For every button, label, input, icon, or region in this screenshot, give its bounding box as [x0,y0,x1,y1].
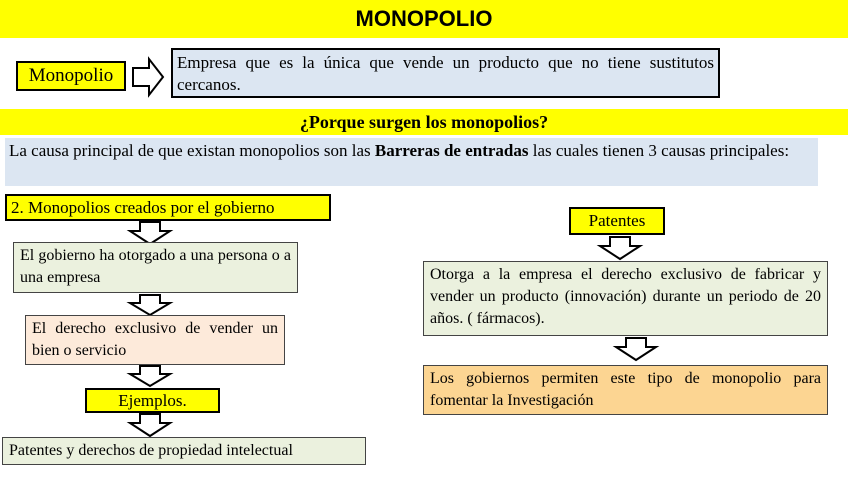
right-box-1 [423,261,828,336]
left-box-2-text: El derecho exclusivo de vender un bien o servicio [32,320,278,359]
left-box-2 [25,315,285,365]
left-box-1-text: El gobierno ha otorgado a una persona o a una empresa [20,247,291,286]
right-heading [569,207,665,235]
cause-paragraph [5,138,818,186]
left-box-1 [13,242,298,293]
left-arrow-down-icon-4 [128,413,172,437]
cause-text-after: las cuales tienen 3 causas principales: [528,141,790,160]
examples-label [85,388,220,413]
right-arrow-down-icon-2 [614,337,658,361]
page-title-text: MONOPOLIO [355,6,493,31]
right-box-2 [423,365,828,415]
left-arrow-down-icon-2 [128,294,172,316]
left-heading [5,194,331,221]
left-heading-text: 2. Monopolios creados por el gobierno [11,197,275,217]
left-arrow-down-icon-3 [128,365,172,387]
definition-label-text: Monopolio [28,65,114,86]
definition-label [16,61,126,91]
question-text: ¿Porque surgen los monopolios? [299,111,549,132]
cause-text-bold: Barreras de entradas [374,141,529,160]
question-heading [0,109,848,135]
right-heading-text: Patentes [588,211,646,230]
definition-text: Empresa que es la única que vende un producto que no tiene sustitutos cercanos. [177,53,714,94]
page-title [0,0,848,38]
right-box-2-text: Los gobiernos permiten este tipo de monopolio para fomentar la Investigación [430,370,821,409]
definition-arrow-icon [131,57,165,97]
examples-label-text: Ejemplos. [118,390,187,410]
right-box-1-text: Otorga a la empresa el derecho exclusivo de fabricar y vender un producto (innovación) durante un periodo de 20 años. ( fármacos). [430,266,821,327]
examples-box [2,437,366,465]
right-arrow-down-icon-1 [598,236,642,260]
definition-box [171,48,720,98]
cause-text-before: La causa principal de que existan monopolios son las [9,141,375,160]
examples-text: Patentes y derechos de propiedad intelectual [9,442,293,459]
